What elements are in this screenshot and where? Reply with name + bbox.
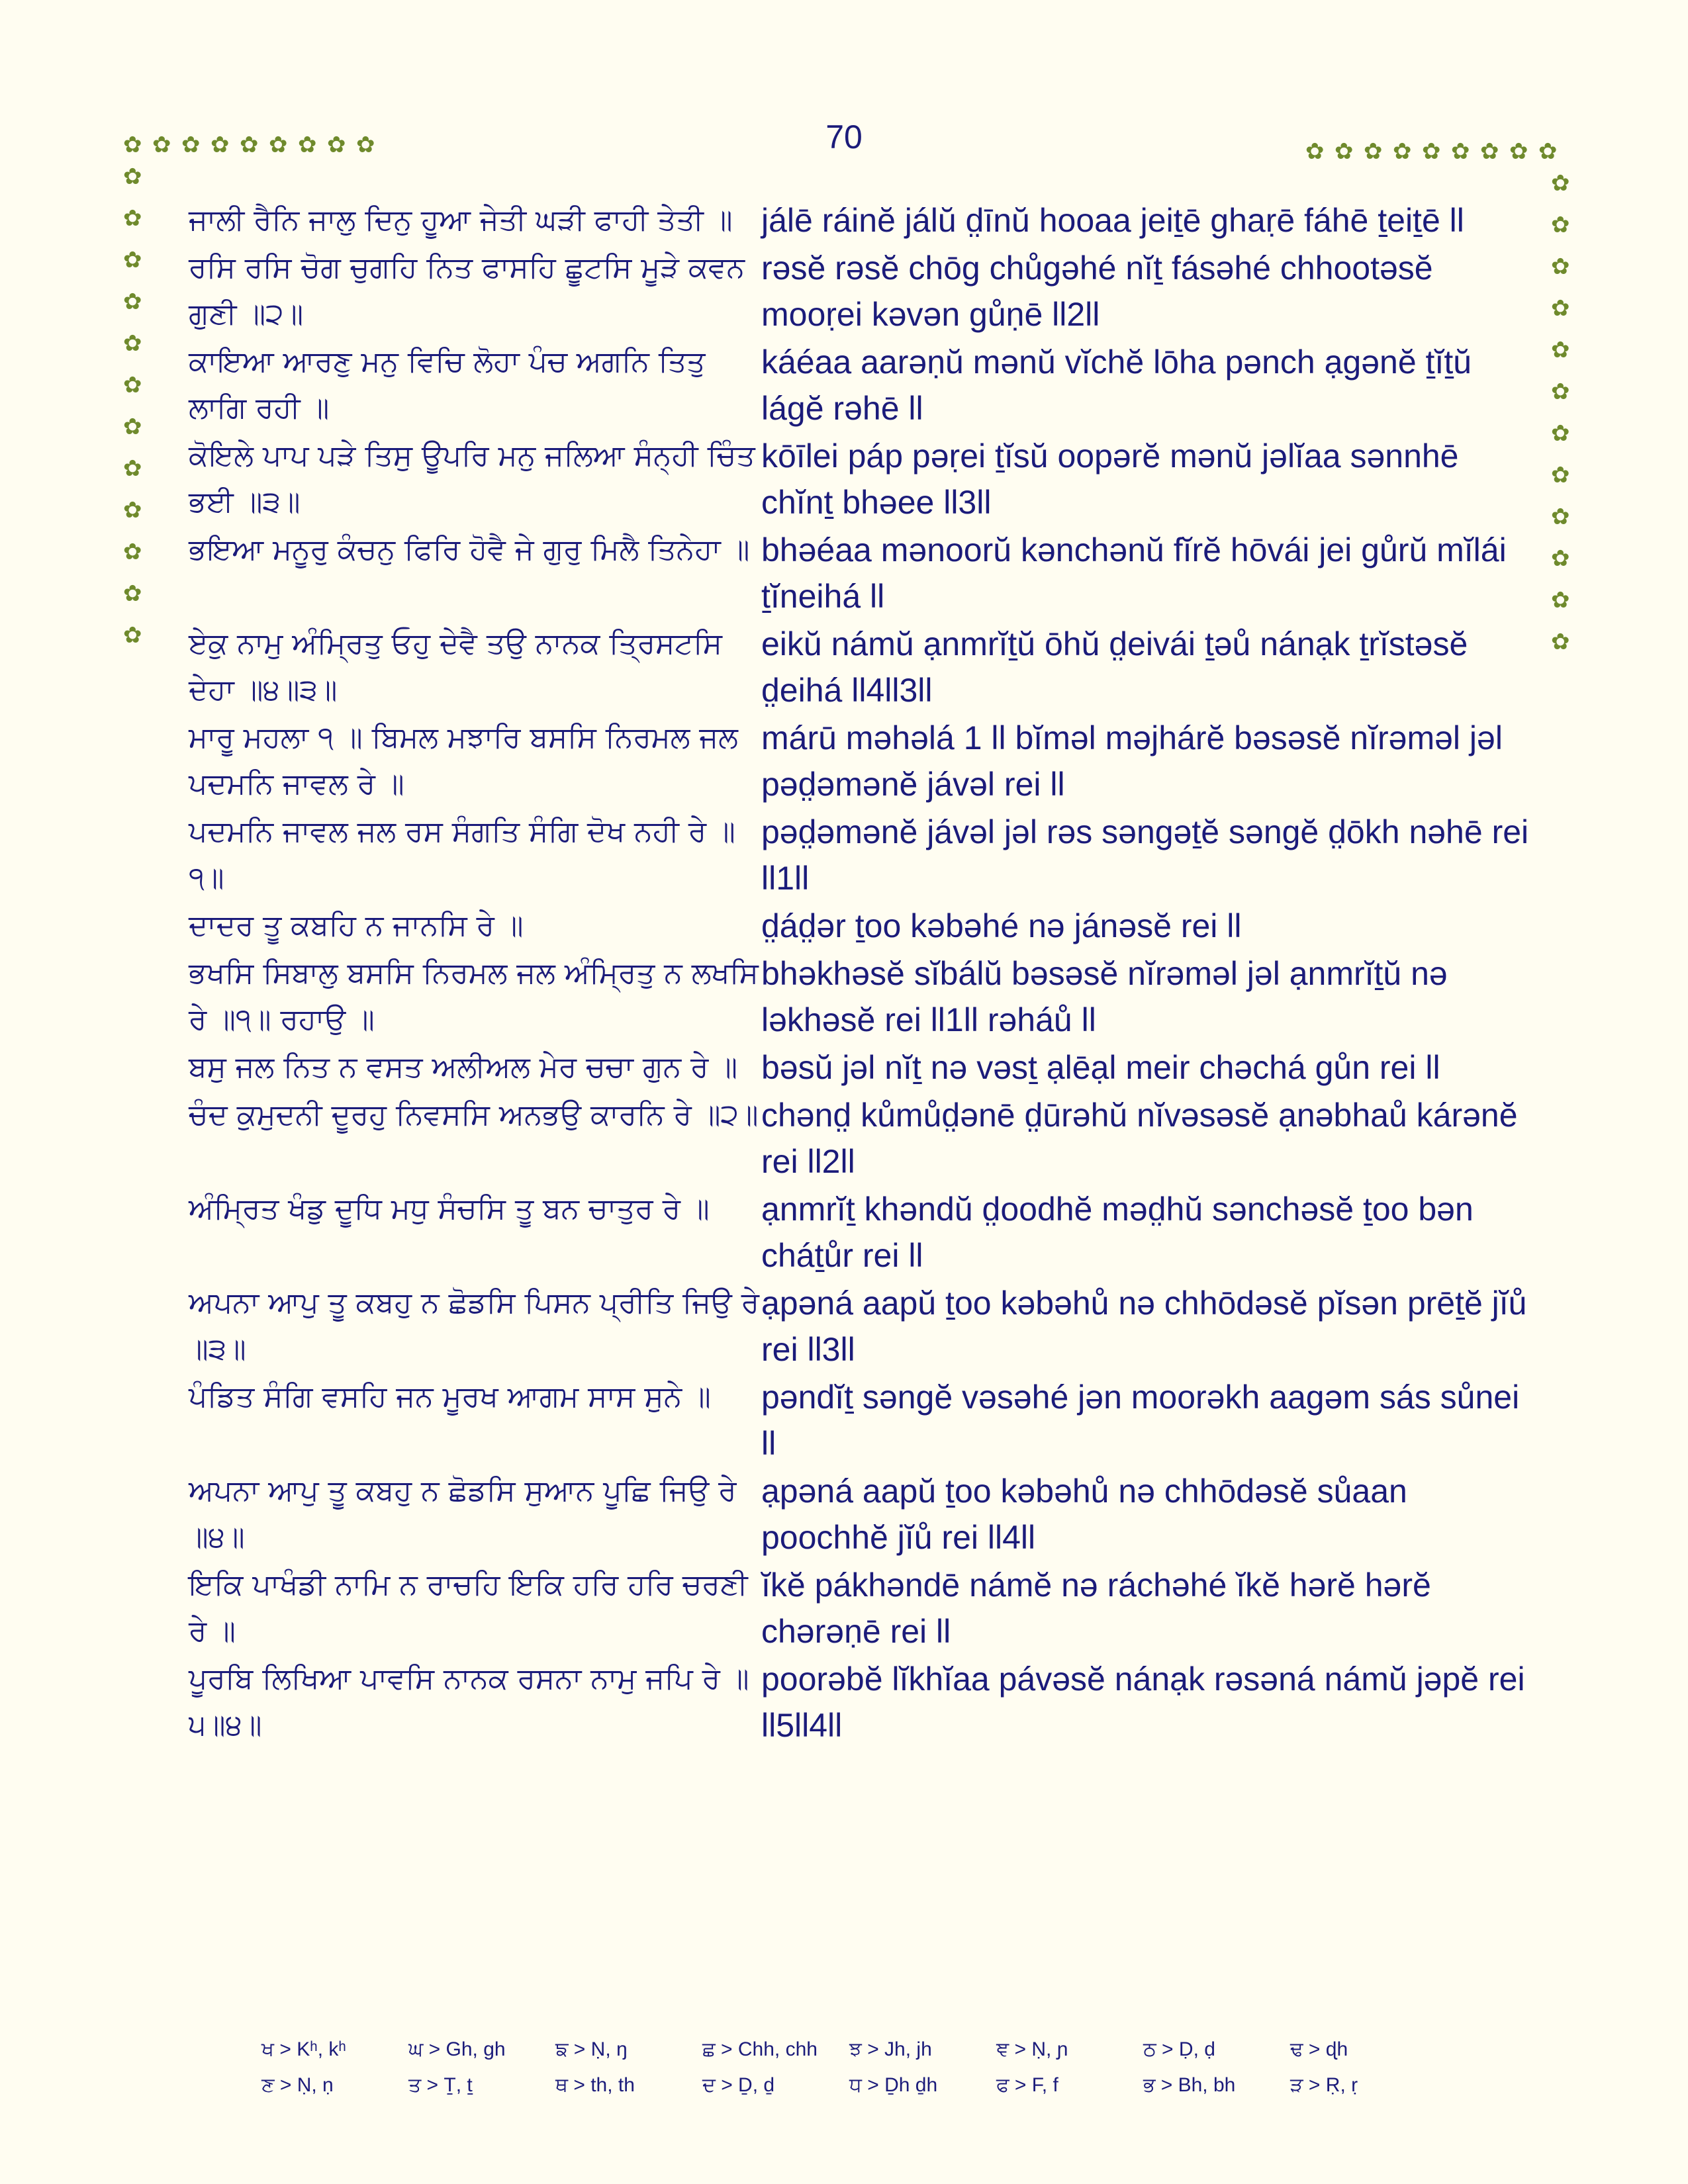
transliteration-line: ạnmrĭṯ khəndŭ d̤oodhĕ məd̤hŭ sənchəsĕ ṯoo bən cháṯůr rei ll [761, 1191, 1474, 1274]
gurmukhi-line: ਇਕਿ ਪਾਖੰਡੀ ਨਾਮਿ ਨ ਰਾਚਹਿ ਇਕਿ ਹਰਿ ਹਰਿ ਚਰਣੀ ਰੇ ॥ [189, 1568, 748, 1648]
flower-icon: ✿ [211, 132, 230, 158]
verse-row [189, 903, 1532, 949]
gurmukhi-line: ਪੰਡਿਤ ਸੰਗਿ ਵਸਹਿ ਜਨ ਮੂਰਖ ਆਗਮ ਸਾਸ ਸੁਨੇ ॥ [189, 1380, 711, 1414]
flower-icon: ✿ [123, 247, 142, 273]
legend-entry: ਦ > Ḏ, ḏ [702, 2074, 775, 2096]
gurmukhi-line: ਪਦਮਨਿ ਜਾਵਲ ਜਲ ਰਸ ਸੰਗਤਿ ਸੰਗਿ ਦੋਖ ਨਹੀ ਰੇ ॥੧॥ [189, 815, 735, 895]
legend-entry: ਙ > Ṇ, ŋ [555, 2038, 628, 2060]
flower-icon: ✿ [123, 497, 142, 523]
flower-icon: ✿ [1551, 337, 1570, 363]
flower-icon: ✿ [1393, 138, 1412, 165]
transliteration-line: ĭkĕ pákhəndē námĕ nə ráchəhé ĭkĕ hərĕ hərĕ chərəṇē rei ll [761, 1567, 1431, 1650]
gurmukhi-line: ਚੰਦ ਕੁਮੁਦਨੀ ਦੂਰਹੁ ਨਿਵਸਸਿ ਅਨਭਉ ਕਾਰਨਿ ਰੇ ॥੨॥ [189, 1098, 759, 1132]
gurmukhi-line: ਬਸੁ ਜਲ ਨਿਤ ਨ ਵਸਤ ਅਲੀਅਲ ਮੇਰ ਚਚਾ ਗੁਨ ਰੇ ॥ [189, 1050, 738, 1084]
flower-icon: ✿ [327, 132, 346, 158]
transliteration-line: bhəkhəsĕ sĭbálŭ bəsəsĕ nĭrəməl jəl ạnmrĭṯŭ nə ləkhəsĕ rei ll1ll rəháů ll [761, 955, 1448, 1038]
verse-row [189, 1280, 1532, 1373]
transliteration-line: pəndĭṯ səngĕ vəsəhé jən moorəkh aagəm sás sůnei ll [761, 1379, 1520, 1462]
flower-icon: ✿ [269, 132, 288, 158]
flower-icon: ✿ [123, 205, 142, 232]
gurmukhi-line: ਅਪਨਾ ਆਪੁ ਤੂ ਕਬਹੁ ਨ ਛੋਡਸਿ ਪਿਸਨ ਪ੍ਰੀਤਿ ਜਿਉ ਰੇ ॥੩॥ [189, 1286, 760, 1366]
verse-row [189, 1044, 1532, 1091]
flower-icon: ✿ [1451, 138, 1470, 165]
legend-entry: ਣ > Ṇ, ṇ [261, 2074, 334, 2096]
flower-icon: ✿ [123, 580, 142, 607]
legend-row [261, 2038, 1453, 2074]
legend-entry: ਛ > Chh, chh [702, 2038, 818, 2060]
verse-row [189, 1186, 1532, 1279]
transliteration-line: ạpəná aapŭ ṯoo kəbəhů nə chhōdəsĕ sůaan poochhĕ jĭů rei ll4ll [761, 1473, 1407, 1556]
transliteration-line: márū məhəlá 1 ll bĭməl məjhárĕ bəsəsĕ nĭrəməl jəl pəd̤əmənĕ jávəl rei ll [761, 719, 1503, 803]
transliteration-legend [261, 2038, 1453, 2110]
transliteration-line: poorəbĕ lĭkhĭaa pávəsĕ nánạk rəsəná námŭ jəpĕ rei ll5ll4ll [761, 1661, 1525, 1744]
verse-row [189, 245, 1532, 338]
flower-icon: ✿ [1551, 295, 1570, 322]
verse-row [189, 621, 1532, 713]
flower-icon: ✿ [123, 132, 142, 158]
gurmukhi-line: ਭਖਸਿ ਸਿਬਾਲੁ ਬਸਸਿ ਨਿਰਮਲ ਜਲ ਅੰਮ੍ਰਿਤੁ ਨ ਲਖਸਿ ਰੇ ॥੧॥ ਰਹਾਉ ॥ [189, 956, 759, 1036]
gurmukhi-line: ਰਸਿ ਰਸਿ ਚੋਗ ਚੁਗਹਿ ਨਿਤ ਫਾਸਹਿ ਛੂਟਸਿ ਮੂੜੇ ਕਵਨ ਗੁਣੀ ॥੨॥ [189, 251, 745, 331]
flower-icon: ✿ [1551, 420, 1570, 447]
flower-icon: ✿ [356, 132, 375, 158]
flower-icon: ✿ [1551, 462, 1570, 488]
flower-icon: ✿ [1538, 138, 1558, 165]
flower-icon: ✿ [240, 132, 259, 158]
legend-entry: ਠ > Ḍ, ḍ [1143, 2038, 1215, 2060]
transliteration-line: jálē ráinĕ jálŭ d̤īnŭ hooaa jeiṯē ghaṛē fáhē ṯeiṯē ll [761, 202, 1464, 239]
gurmukhi-line: ਪੂਰਬਿ ਲਿਖਿਆ ਪਾਵਸਿ ਨਾਨਕ ਰਸਨਾ ਨਾਮੁ ਜਪਿ ਰੇ ॥੫॥੪॥ [189, 1662, 749, 1742]
flower-icon: ✿ [123, 414, 142, 440]
verse-row [189, 950, 1532, 1043]
flower-icon: ✿ [1551, 504, 1570, 530]
legend-entry: ਫ > F, f [996, 2074, 1058, 2096]
flower-icon: ✿ [298, 132, 317, 158]
verse-row [189, 1092, 1532, 1185]
gurmukhi-line: ਦਾਦਰ ਤੂ ਕਬਹਿ ਨ ਜਾਨਸਿ ਰੇ ॥ [189, 909, 524, 942]
gurmukhi-line: ਏਕੁ ਨਾਮੁ ਅੰਮ੍ਰਿਤੁ ਓਹੁ ਦੇਵੈ ਤਉ ਨਾਨਕ ਤ੍ਰਿਸਟਸਿ ਦੇਹਾ ॥੪॥੩॥ [189, 627, 722, 707]
verse-row [189, 1562, 1532, 1655]
flower-icon: ✿ [1551, 379, 1570, 405]
transliteration-line: rəsĕ rəsĕ chōg chůgəhé nĭṯ fásəhé chhootəsĕ mooṛei kəvən gůṇē ll2ll [761, 250, 1433, 333]
verse-row [189, 1656, 1532, 1749]
legend-entry: ੜ > Ṛ, ṛ [1290, 2074, 1358, 2096]
verse-row [189, 197, 1532, 244]
gurmukhi-line: ਭਇਆ ਮਨੂਰੁ ਕੰਚਨੁ ਫਿਰਿ ਹੋਵੈ ਜੇ ਗੁਰੁ ਮਿਲੈ ਤਿਨੇਹਾ ॥ [189, 533, 750, 567]
transliteration-line: bəsŭ jəl nĭṯ nə vəsṯ ạlēạl meir chəchá gůn rei ll [761, 1049, 1440, 1086]
page-number: 70 [825, 118, 863, 156]
transliteration-line: chənd̤ kůmůd̤ənē d̤ūrəhŭ nĭvəsəsĕ ạnəbhaů kárənĕ rei ll2ll [761, 1097, 1518, 1180]
legend-entry: ਧ > Ḏh ḏh [849, 2074, 938, 2096]
verse-row [189, 433, 1532, 525]
gurmukhi-line: ਮਾਰੂ ਮਹਲਾ ੧ ॥ ਬਿਮਲ ਮਝਾਰਿ ਬਸਸਿ ਨਿਰਮਲ ਜਲ ਪਦਮਨਿ ਜਾਵਲ ਰੇ ॥ [189, 721, 738, 801]
verse-row [189, 527, 1532, 619]
gurmukhi-line: ਕਾਇਆ ਆਰਣੁ ਮਨੁ ਵਿਚਿ ਲੋਹਾ ਪੰਚ ਅਗਨਿ ਤਿਤੁ ਲਾਗਿ ਰਹੀ ॥ [189, 345, 706, 425]
transliteration-line: kōīlei páp pəṛei ṯĭsŭ oopərĕ mənŭ jəlĭaa sənnhē chĭnṯ bhəee ll3ll [761, 437, 1459, 521]
verse-row [189, 715, 1532, 807]
flower-icon: ✿ [1551, 587, 1570, 614]
transliteration-line: d̤ád̤ər ṯoo kəbəhé nə jánəsĕ rei ll [761, 907, 1242, 944]
flower-icon: ✿ [123, 289, 142, 315]
transliteration-line: ạpəná aapŭ ṯoo kəbəhů nə chhōdəsĕ pĭsən prēṯĕ jĭů rei ll3ll [761, 1285, 1527, 1368]
verse-row [189, 809, 1532, 901]
flower-icon: ✿ [1551, 170, 1570, 197]
verse-row [189, 339, 1532, 432]
gurmukhi-line: ਕੋਇਲੇ ਪਾਪ ਪੜੇ ਤਿਸੁ ਊਪਰਿ ਮਨੁ ਜਲਿਆ ਸੰਨ੍ਹੀ ਚਿੰਤ ਭਈ ॥੩॥ [189, 439, 755, 519]
flower-icon: ✿ [1364, 138, 1383, 165]
legend-row [261, 2074, 1453, 2110]
flower-icon: ✿ [123, 163, 142, 190]
transliteration-line: pəd̤əmənĕ jávəl jəl rəs səngəṯĕ səngĕ d̤ōkh nəhē rei ll1ll [761, 813, 1529, 897]
transliteration-line: bhəéaa mənoorŭ kənchənŭ fĭrĕ hōvái jei gůrŭ mĭlái ṯĭneihá ll [761, 531, 1507, 615]
legend-entry: ਥ > th, th [555, 2074, 635, 2096]
flower-icon: ✿ [123, 539, 142, 565]
flower-icon: ✿ [1551, 545, 1570, 572]
flower-icon: ✿ [1305, 138, 1325, 165]
flower-icon: ✿ [123, 372, 142, 398]
legend-entry: ਖ > Kʰ, kʰ [261, 2038, 346, 2060]
flower-icon: ✿ [1551, 212, 1570, 238]
legend-entry: ਘ > Gh, gh [408, 2038, 506, 2060]
legend-entry: ਢ > ɖh [1290, 2038, 1348, 2060]
flower-icon: ✿ [181, 132, 201, 158]
verse-row [189, 1374, 1532, 1467]
transliteration-line: káéaa aarəṇŭ mənŭ vĭchĕ lōha pənch ạgənĕ ṯĭṯŭ lágĕ rəhē ll [761, 343, 1472, 427]
legend-entry: ਤ > Ṯ, ṯ [408, 2074, 473, 2096]
flower-icon: ✿ [123, 622, 142, 649]
gurmukhi-line: ਅਪਨਾ ਆਪੁ ਤੂ ਕਬਹੁ ਨ ਛੋਡਸਿ ਸੁਆਨ ਪੂਛਿ ਜਿਉ ਰੇ ॥੪॥ [189, 1474, 737, 1554]
flower-icon: ✿ [152, 132, 171, 158]
legend-entry: ਭ > Bh, bh [1143, 2074, 1236, 2096]
flower-icon: ✿ [123, 455, 142, 482]
gurmukhi-line: ਜਾਲੀ ਰੈਨਿ ਜਾਲੁ ਦਿਨੁ ਹੂਆ ਜੇਤੀ ਘੜੀ ਫਾਹੀ ਤੇਤੀ ॥ [189, 203, 733, 237]
gurmukhi-line: ਅੰਮ੍ਰਿਤ ਖੰਡੁ ਦੂਧਿ ਮਧੁ ਸੰਚਸਿ ਤੂ ਬਨ ਚਾਤੁਰ ਰੇ ॥ [189, 1192, 710, 1226]
transliteration-line: eikŭ námŭ ạnmrĭṯŭ ōhŭ d̤eivái ṯəů nánạk ṯrĭstəsĕ d̤eihá ll4ll3ll [761, 625, 1468, 709]
flower-icon: ✿ [1335, 138, 1354, 165]
legend-entry: ਞ > Ṇ, ɲ [996, 2038, 1068, 2060]
flower-icon: ✿ [1551, 253, 1570, 280]
verse-row [189, 1468, 1532, 1561]
flower-icon: ✿ [1551, 629, 1570, 655]
legend-entry: ਝ > Jh, jh [849, 2038, 932, 2060]
flower-icon: ✿ [1509, 138, 1528, 165]
flower-icon: ✿ [1480, 138, 1499, 165]
verse-list [189, 197, 1532, 1750]
flower-icon: ✿ [123, 330, 142, 357]
flower-icon: ✿ [1422, 138, 1441, 165]
